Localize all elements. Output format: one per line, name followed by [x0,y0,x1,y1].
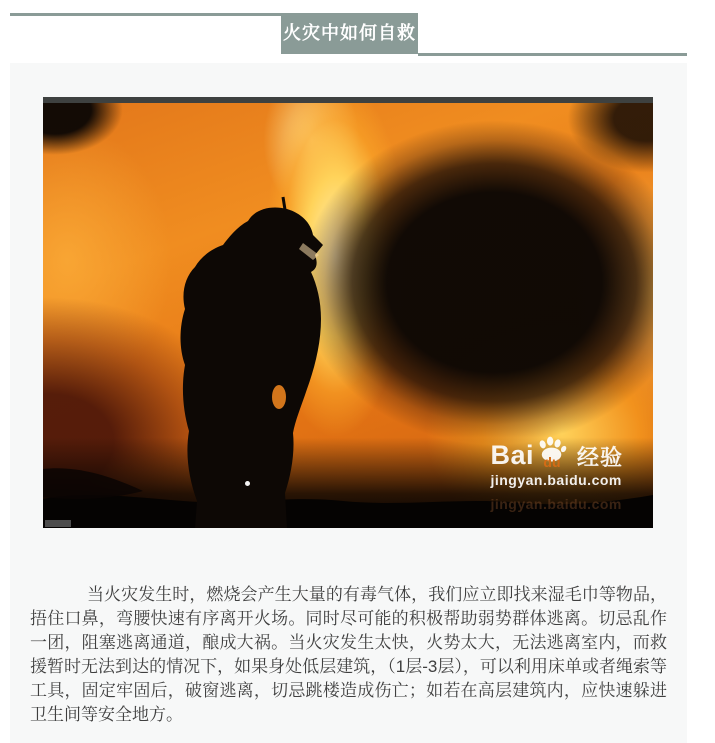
page-title: 火灾中如何自救 [281,13,418,54]
gray-corner-chip [45,520,71,527]
hero-image[interactable] [43,97,653,528]
watermark-url-reflection: jingyan.baidu.com [490,496,622,512]
header-rule-left [10,13,281,16]
content-panel [10,63,687,743]
watermark-url: jingyan.baidu.com [490,472,622,488]
watermark-du-text: du [543,454,561,470]
bright-spot [245,481,250,486]
watermark-logo-row [490,436,623,469]
baidu-jingyan-watermark [490,436,623,512]
watermark-brand-text: Bai [490,440,534,470]
watermark-suffix-text: 经验 [576,445,623,470]
header-rule-right [418,53,687,56]
article-paragraph: 当火灾发生时，燃烧会产生大量的有毒气体，我们应立即找来湿毛巾等物品，捂住口鼻，弯腰快速有序离开火场。同时尽可能的积极帮助弱势群体逃离。切忌乱作一团，阻塞逃离通道，酿成大祸。当火灾发生太快，火势太大，无法逃离室内，而救援暂时无法到达的情况下，如果身处低层建筑，（1层-3层），可以利用床单或者绳索等工具，固定牢固后，破窗逃离，切忌跳楼造成伤亡；如若在高层建筑内，应快速躲进卫生间等安全地方。 [30,585,667,724]
baidu-paw-icon [536,436,568,469]
